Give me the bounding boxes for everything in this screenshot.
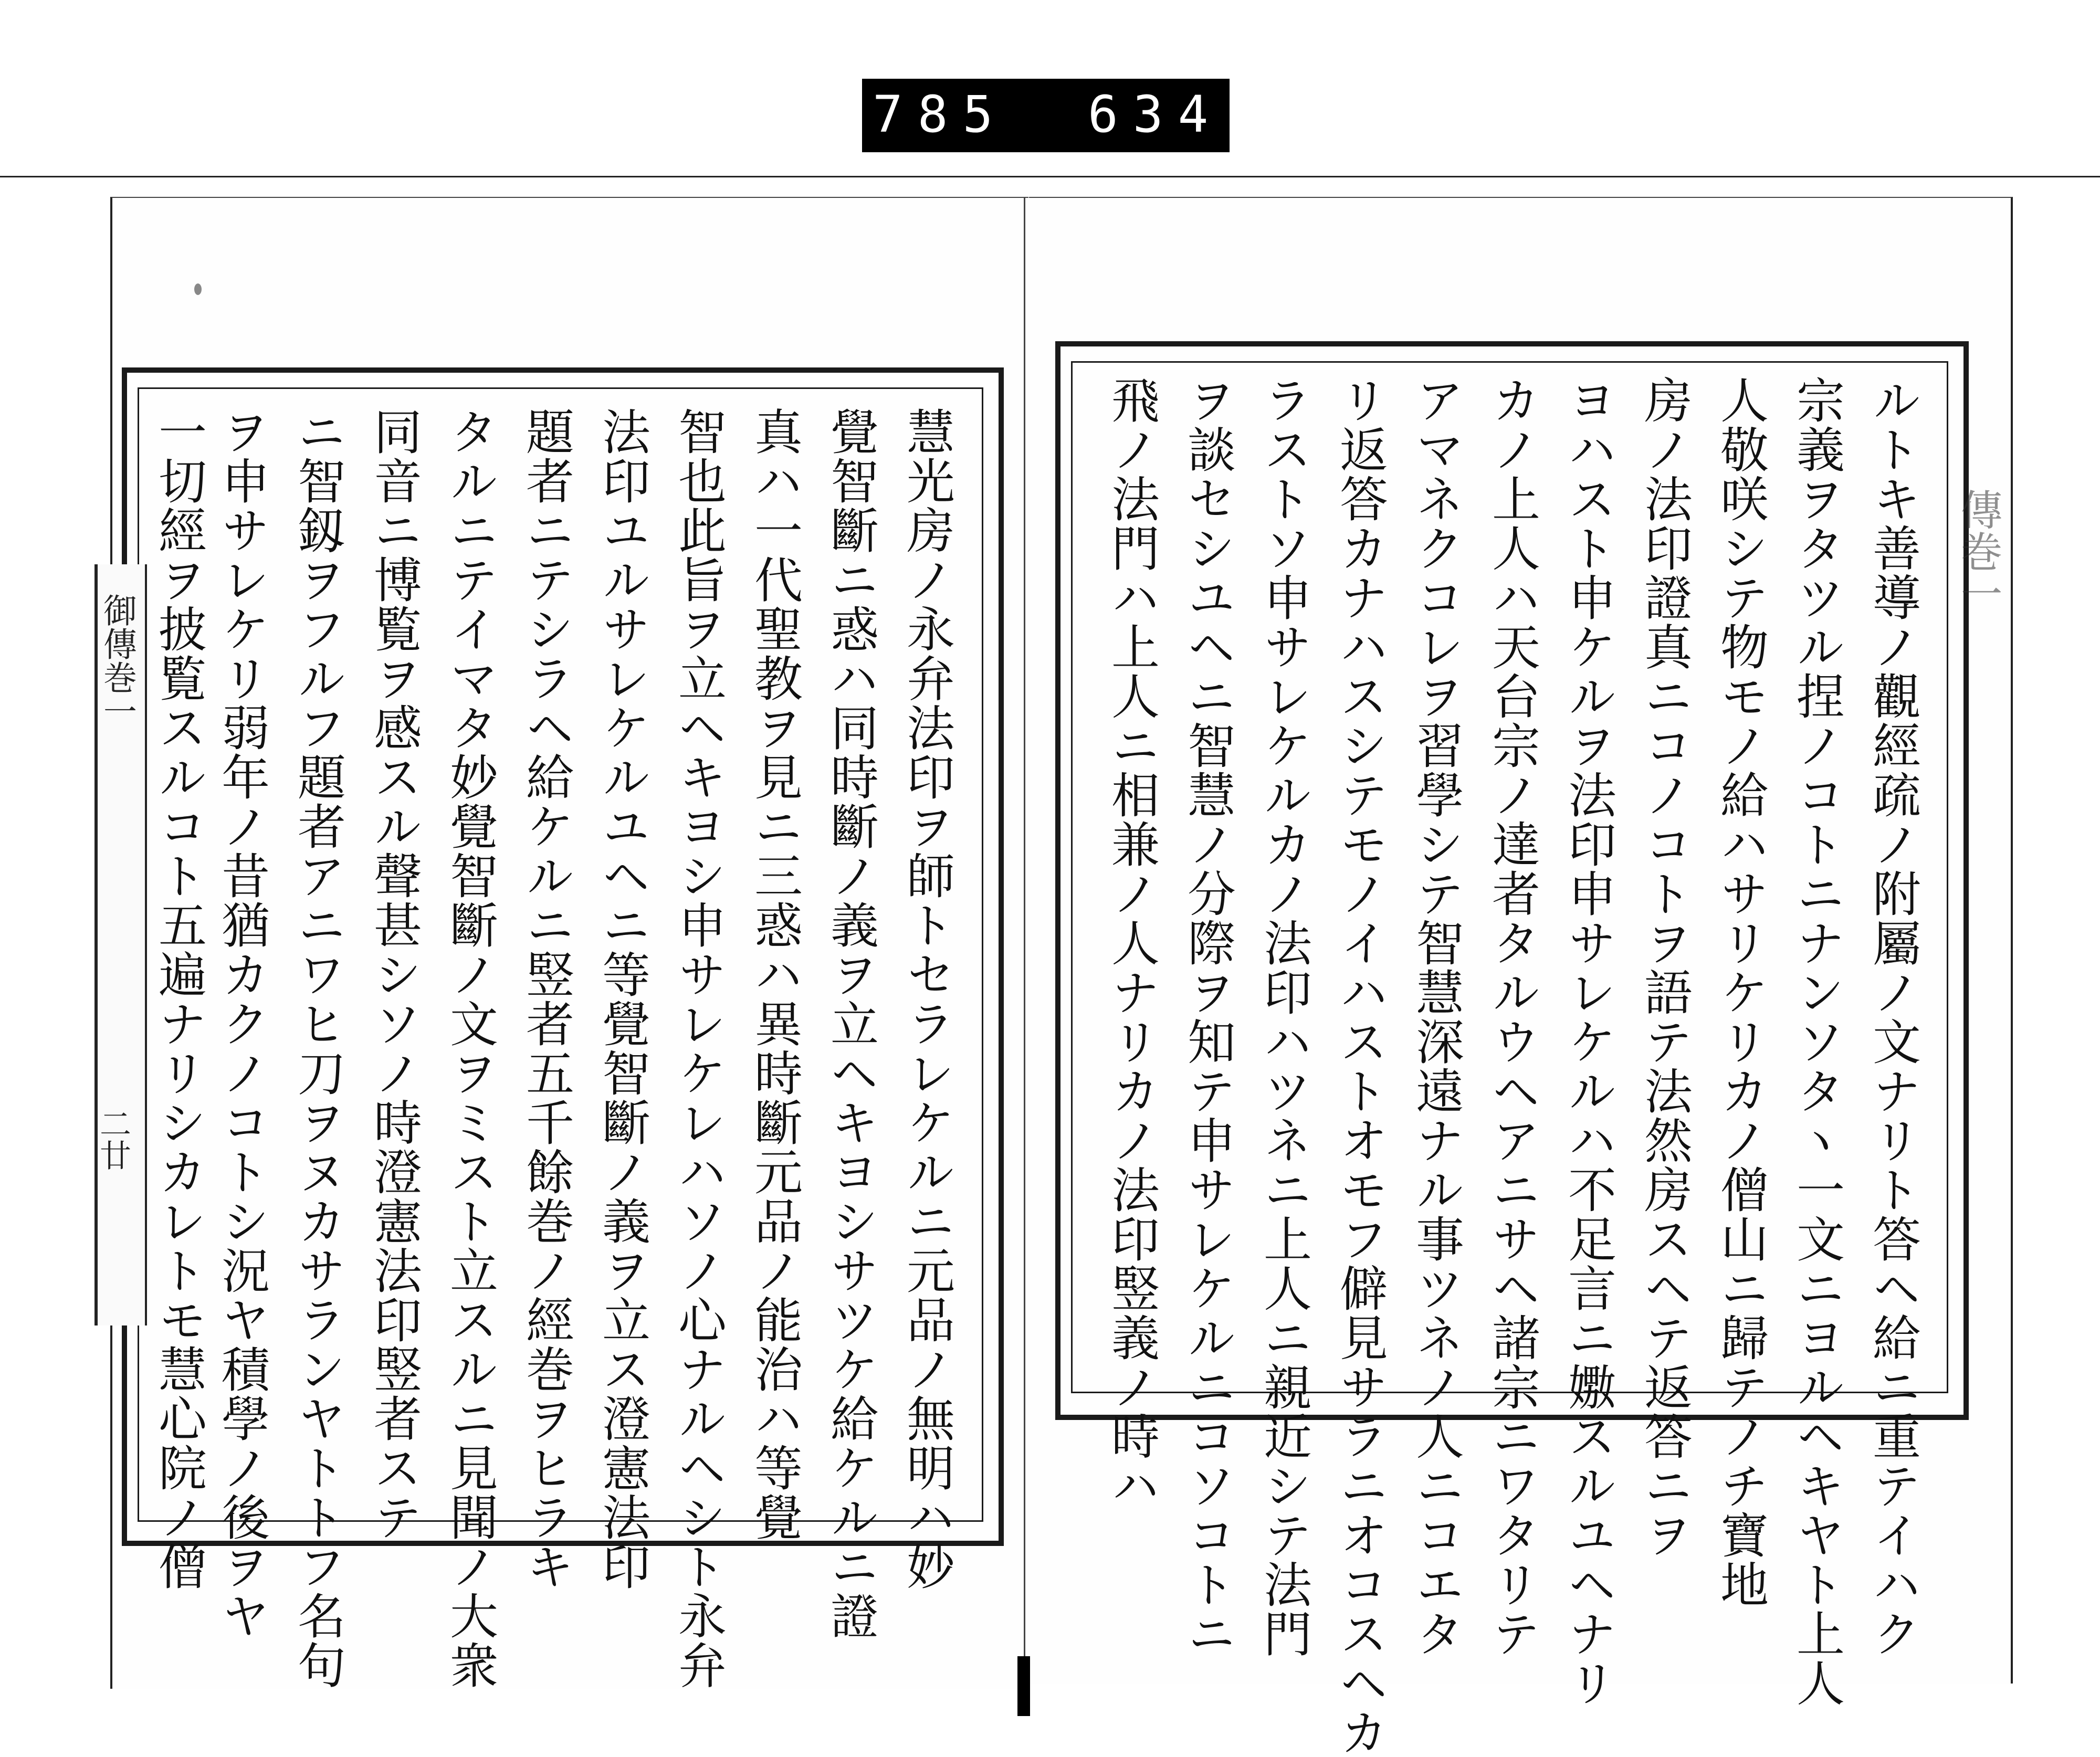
right-column-4: 房ノ法印證真ニコノコトヲ語テ法然房スヘテ返答ニヲ <box>1636 375 1693 1560</box>
left-column-7: タルニテイマタ妙覺智斷ノ文ヲミスト立スルニ見聞ノ大衆 <box>442 407 498 1690</box>
right-column-5: ヨハスト申ケルヲ法印申サレケルハ不足言ニ嫐スルユヘナリ <box>1560 375 1616 1708</box>
spine-foot-mark <box>1017 1656 1030 1716</box>
scan-top-line <box>0 176 2100 177</box>
right-column-1: ルトキ善導ノ觀經疏ノ附屬ノ文ナリト答ヘ給ニ重テイハク <box>1865 375 1921 1658</box>
book-spine <box>1024 197 1025 1682</box>
right-column-6: カノ上人ハ天台宗ノ達者タルウヘアニサヘ諸宗ニワタリテ <box>1484 375 1540 1658</box>
left-column-2: 覺智斷ニ惑ハ同時斷ノ義ヲ立ヘキヨシサツケ給ケルニ證 <box>823 407 879 1640</box>
left-column-9: ニ智釼ヲフルフ題者アニワヒ刀ヲヌカサランヤトトフ名句 <box>290 407 346 1690</box>
film-label <box>862 79 1230 152</box>
left-column-6: 題者ニテシラヘ給ケルニ竪者五千餘巻ノ經巻ヲヒラキ <box>518 407 574 1591</box>
left-column-8: 同音ニ博覧ヲ感スル聲甚シソノ時澄憲法印竪者ステ <box>366 407 422 1542</box>
right-column-10: ヲ談セシユヘニ智慧ノ分際ヲ知テ申サレケルニコソコトニ <box>1180 375 1236 1658</box>
left-column-11: 一切經ヲ披覧スルコト五遍ナリシカレトモ慧心院ノ僧 <box>151 407 207 1591</box>
right-column-8: リ返答カナハスシテモノイハストオモフ僻見サラニオコスヘカ <box>1332 375 1388 1757</box>
edge-page-number: 二廿 <box>94 1108 131 1171</box>
right-column-11: 飛ノ法門ハ上人ニ相兼ノ人ナリカノ法印竪義ノ時ハ <box>1104 375 1160 1510</box>
right-column-7: アマネクコレヲ習學シテ智慧深遠ナル事ツネノ人ニコエタ <box>1408 375 1464 1658</box>
left-column-10: ヲ申サレケリ弱年ノ昔猶カクノコトシ況ヤ積學ノ後ヲヤ <box>214 407 270 1640</box>
right-column-3: 人敬咲シテ物モノ給ハサリケリカノ僧山ニ歸テノチ寶地 <box>1713 375 1769 1609</box>
left-column-5: 法印ユルサレケルユヘニ等覺智斷ノ義ヲ立ス澄憲法印 <box>594 407 650 1591</box>
film-number-right: 634 <box>1088 85 1223 144</box>
film-number-left: 785 <box>873 85 1008 144</box>
left-column-1: 慧光房ノ永弁法印ヲ師トセラレケルニ元品ノ無明ハ妙 <box>899 407 955 1591</box>
edge-title: 御傳巻一 <box>98 593 136 728</box>
right-column-9: ラストソ申サレケルカノ法印ハツネニ上人ニ親近シテ法門 <box>1256 375 1312 1658</box>
left-column-3: 真ハ一代聖教ヲ見ニ三惑ハ異時斷元品ノ能治ハ等覺 <box>747 407 803 1542</box>
paper-speck <box>194 283 202 295</box>
left-column-4: 智也此旨ヲ立ヘキヨシ申サレケレハソノ心ナルヘシト永弁 <box>670 407 727 1690</box>
right-column-2: 宗義ヲタツル捏ノコトニナンソタヽ一文ニヨルヘキヤト上人 <box>1789 375 1845 1708</box>
right-running-header: 傳巻一 <box>1954 488 2002 614</box>
